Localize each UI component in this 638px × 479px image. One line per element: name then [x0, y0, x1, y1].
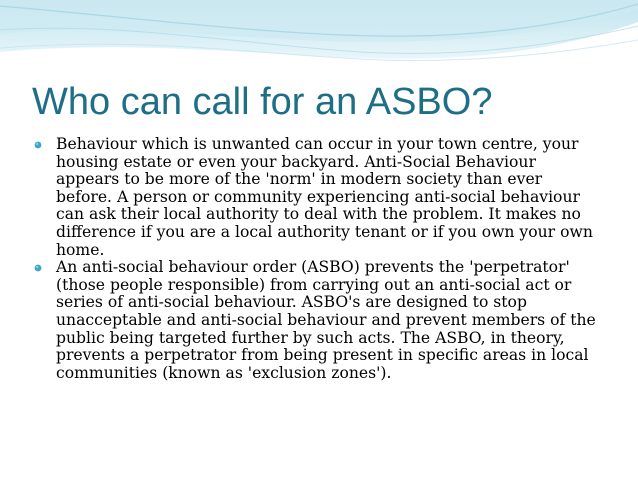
list-item: [32, 136, 602, 259]
bullet-circle-icon: [34, 141, 42, 149]
list-item: [32, 259, 602, 382]
slide-title: Who can call for an ASBO?: [32, 81, 493, 123]
bullet-list: [32, 136, 602, 382]
bullet-text: Behaviour which is unwanted can occur in your town centre, your housing estate or even your backyard. Anti-Social Behaviour appears to be more of the 'norm' in modern society than ever before. A person or community experiencing anti-social behaviour can ask their local authority to deal with the problem. It makes no difference if you are a local authority tenant or if you own your own home.: [56, 135, 593, 259]
bullet-circle-icon: [34, 264, 42, 272]
bullet-text: An anti-social behaviour order (ASBO) prevents the 'perpetrator' (those people responsible) from carrying out an anti-social act or series of anti-social behaviour. ASBO's are designed to stop unacceptable and anti-social behaviour and prevent members of the public being targeted further by such acts. The ASBO, in theory, prevents a perpetrator from being present in specific areas in local communities (known as 'exclusion zones').: [56, 258, 596, 382]
header-wave-decoration: [0, 0, 638, 80]
